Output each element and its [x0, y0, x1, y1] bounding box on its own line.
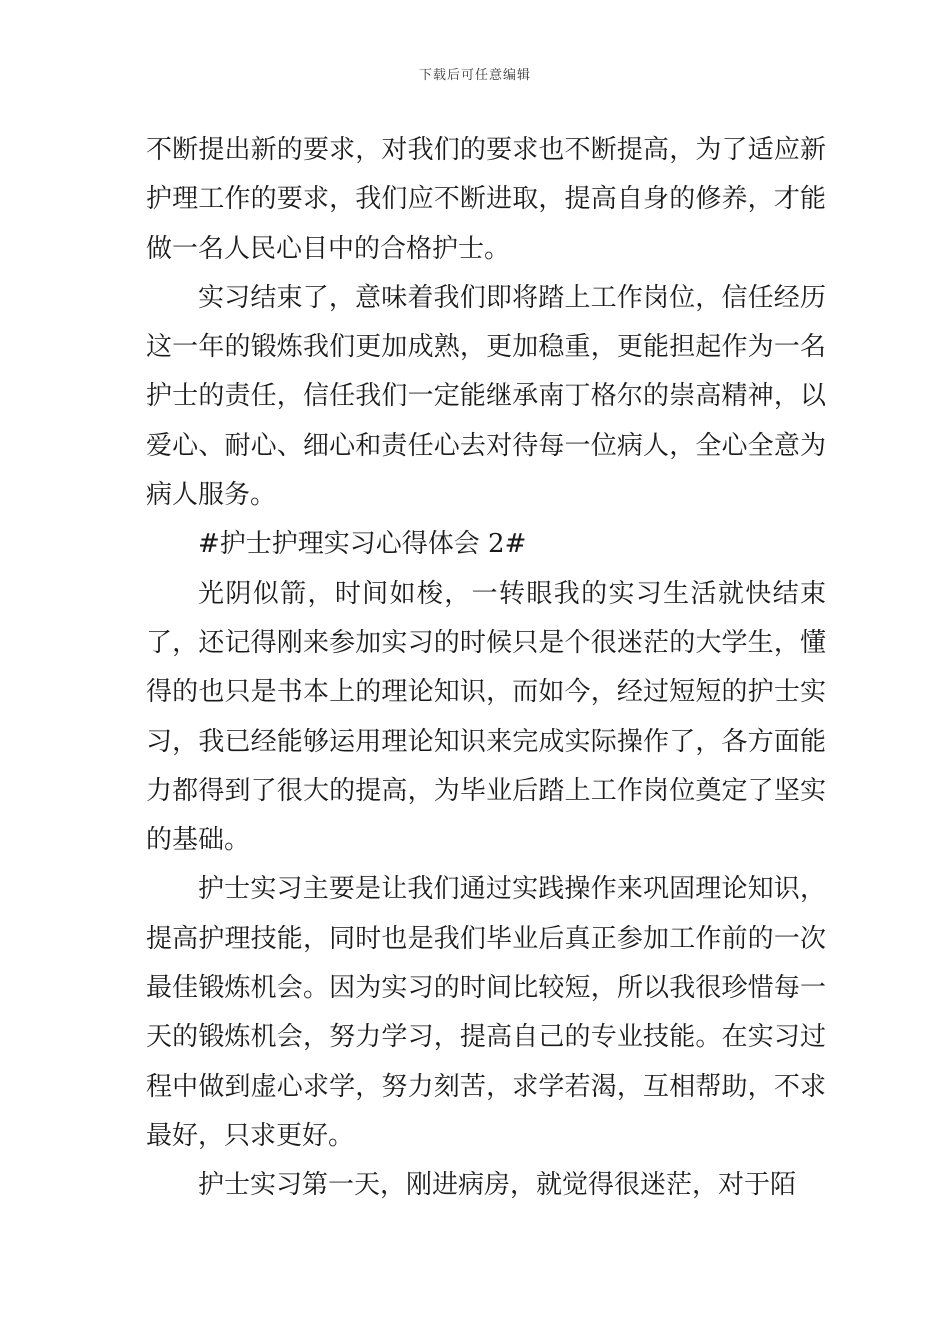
paragraph-3: 光阴似箭，时间如梭，一转眼我的实习生活就快结束了，还记得刚来参加实习的时候只是个很迷茫的大学生，懂得的也只是书本上的理论知识，而如今，经过短短的护士实习，我已经能够运用理论知识来完成实际操作了，各方面能力都得到了很大的提高，为毕业后踏上工作岗位奠定了坚实的基础。 — [146, 578, 826, 856]
page-header-note: 下载后可任意编辑 — [418, 68, 531, 83]
paragraph-4: 护士实习主要是让我们通过实践操作来巩固理论知识，提高护理技能，同时也是我们毕业后真正参加工作前的一次最佳锻炼机会。因为实习的时间比较短，所以我很珍惜每一天的锻炼机会，努力学习，提高自己的专业技能。在实习过程中做到虚心求学，努力刻苦，求学若渴，互相帮助，不求最好，只求更好。 — [146, 874, 826, 1151]
section-heading: #护士护理实习心得体会 2# — [198, 529, 527, 560]
paragraph-2: 实习结束了，意味着我们即将踏上工作岗位，信任经历这一年的锻炼我们更加成熟，更加稳重，更能担起作为一名护士的责任，信任我们一定能继承南丁格尔的崇高精神，以爱心、耐心、细心和责任心去对待每一位病人，全心全意为病人服务。 — [146, 282, 826, 511]
paragraph-5: 护士实习第一天，刚进病房，就觉得很迷茫，对于陌 — [198, 1170, 797, 1201]
paragraph-1: 不断提出新的要求，对我们的要求也不断提高，为了适应新护理工作的要求，我们应不断进取，提高自身的修养，才能做一名人民心目中的合格护士。 — [146, 135, 826, 264]
document-body — [146, 126, 826, 1211]
